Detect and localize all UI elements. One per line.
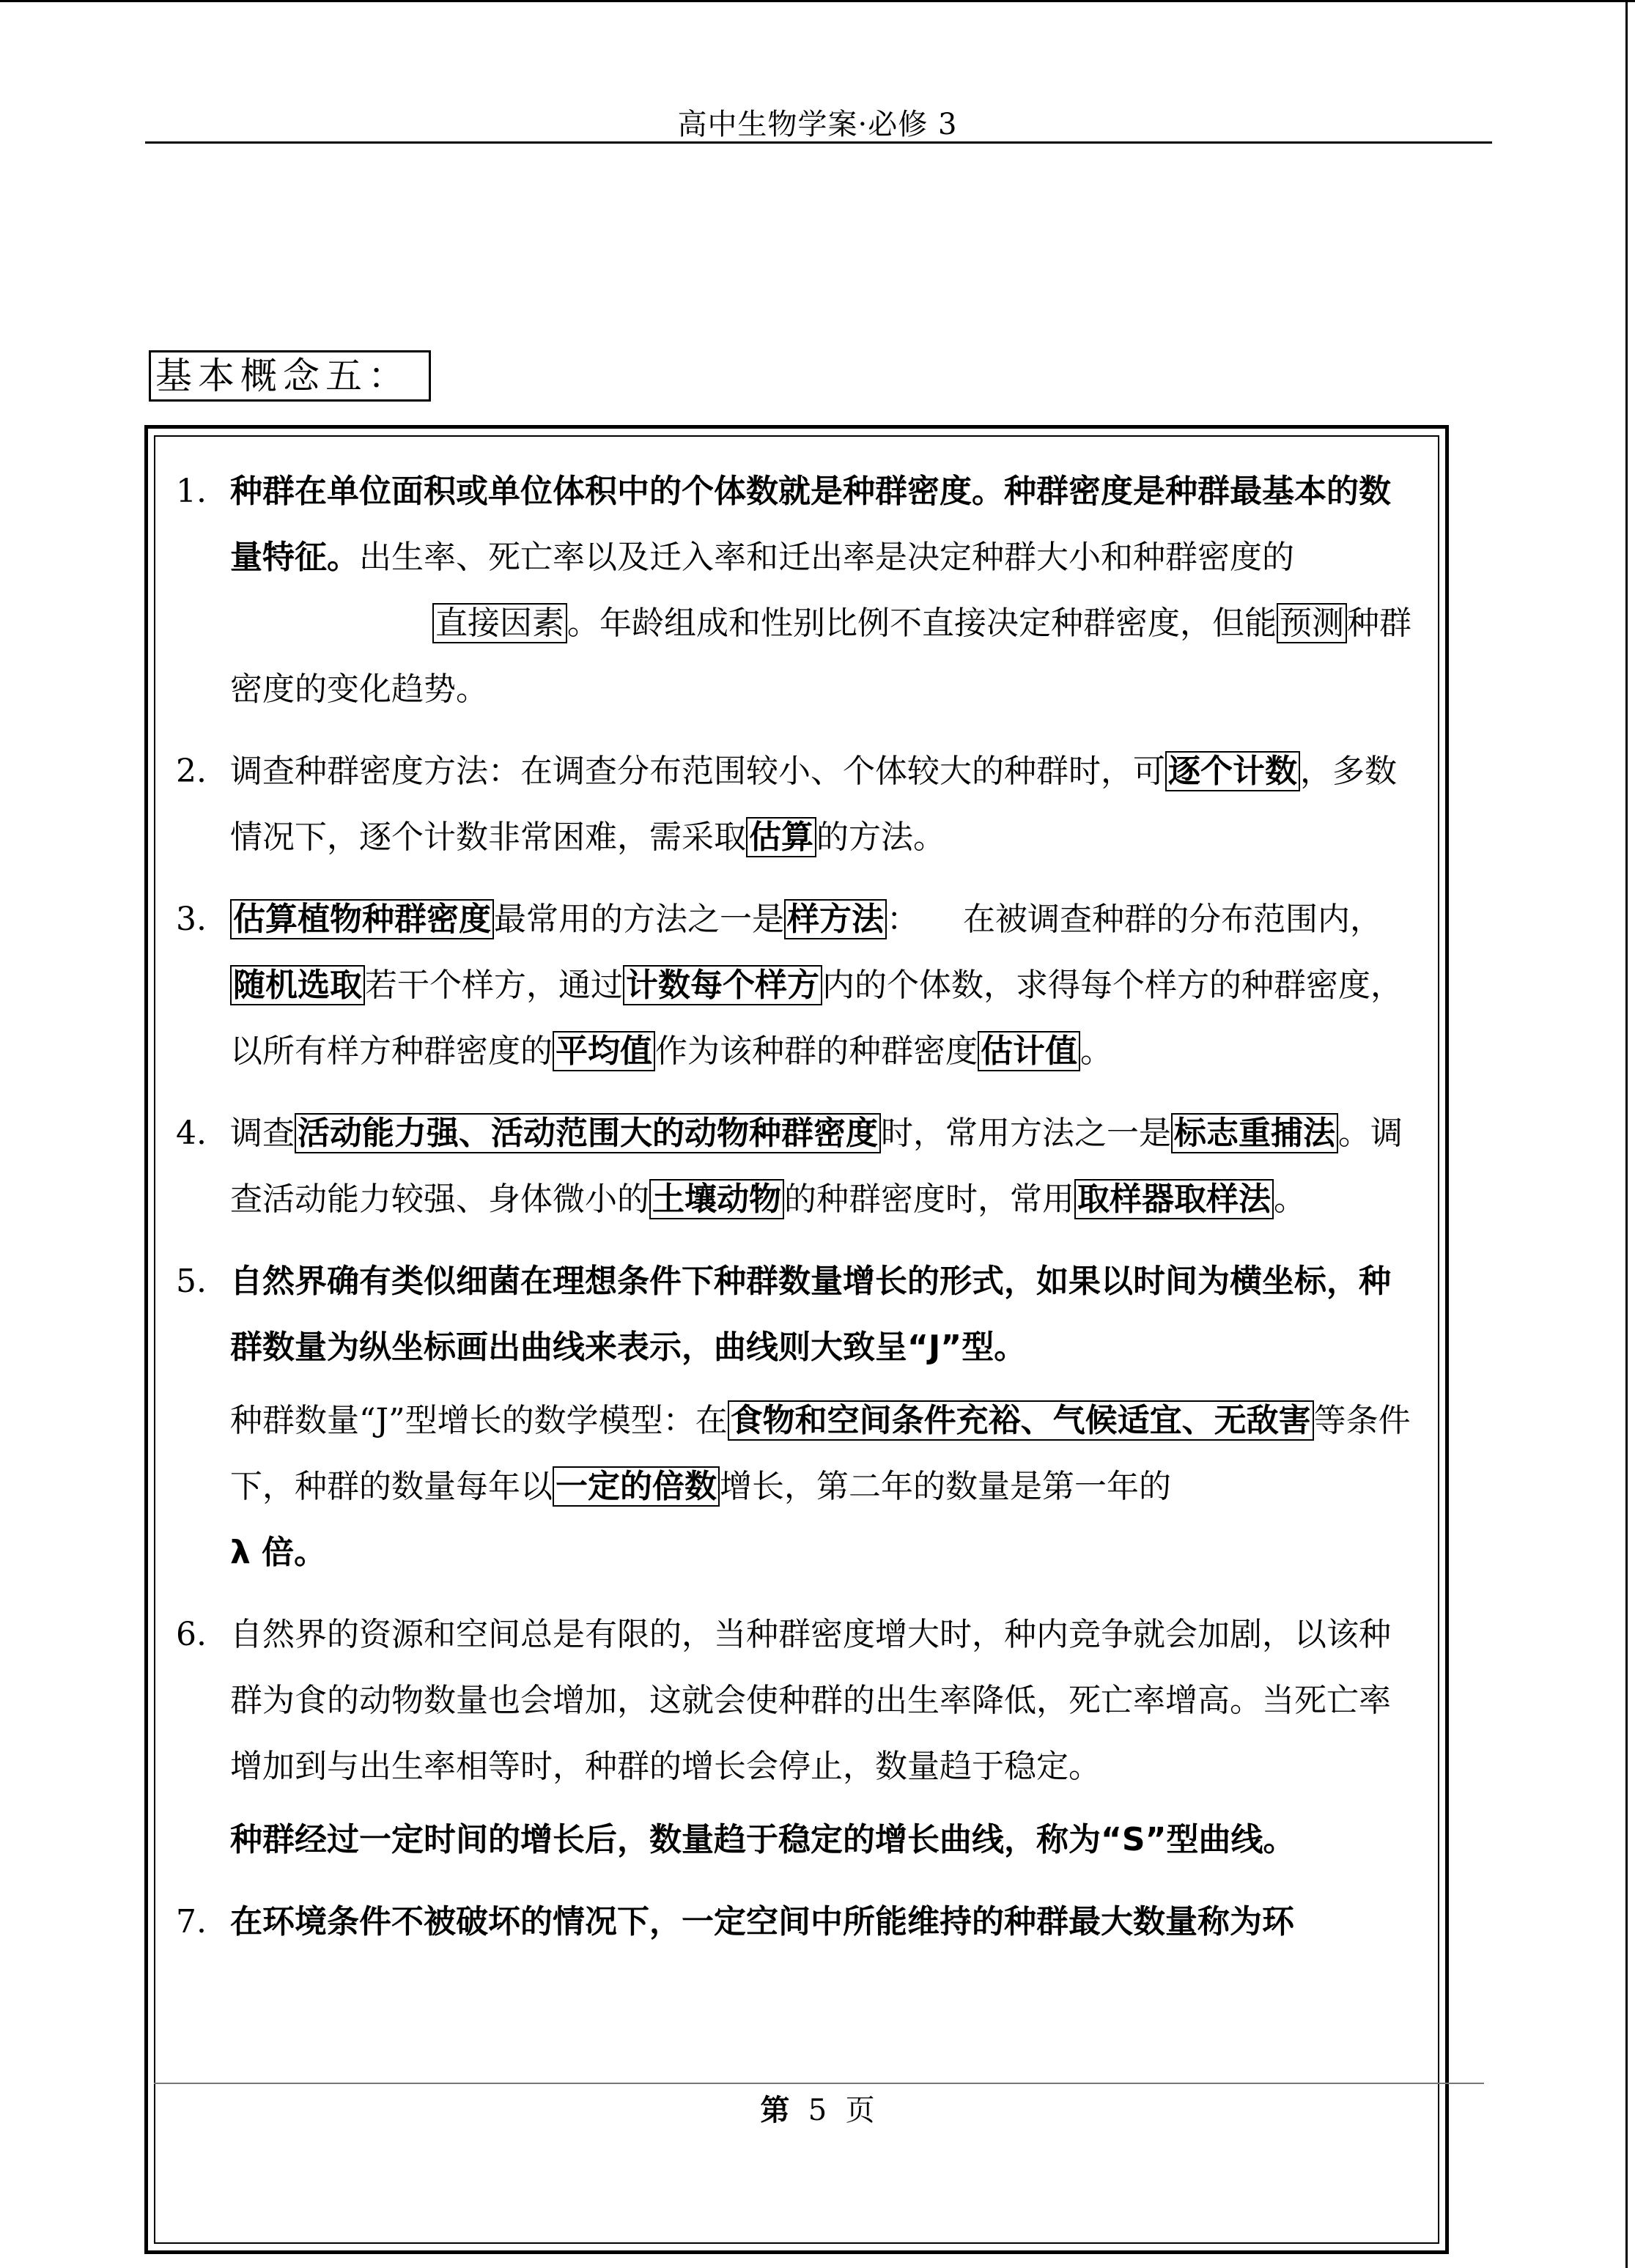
concept-list <box>176 459 1422 1971</box>
item-text: 种群经过一定时间的增长后，数量趋于稳定的增长曲线，称为“S”型曲线。 <box>230 1821 1296 1858</box>
item-text: 自然界的资源和空间总是有限的，当种群密度增大时，种内竞争就会加剧，以该种群为食的动物数量也会增加，这就会使种群的出生率降低，死亡率增高。当死亡率增加到与出生率相等时，种群的增长会停止，数量趋于稳定。 <box>230 1616 1391 1785</box>
footer-prefix: 第 <box>760 2094 790 2127</box>
boxed-keyword: 平均值 <box>553 1031 655 1071</box>
item-number: 1. <box>176 473 207 510</box>
item-text: 的种群密度时，常用 <box>784 1181 1074 1218</box>
boxed-keyword: 食物和空间条件充裕、气候适宜、无敌害 <box>728 1400 1314 1441</box>
list-item-6 <box>176 1602 1422 1800</box>
page-top-edge <box>0 0 1635 2</box>
list-item-1 <box>176 459 1422 723</box>
page-footer <box>0 2087 1635 2129</box>
boxed-keyword: 土壤动物 <box>649 1179 784 1219</box>
boxed-keyword: 随机选取 <box>230 965 365 1005</box>
item-text: 最常用的方法之一是 <box>494 901 784 938</box>
page-header-title: 高中生物学案·必修 3 <box>677 108 958 141</box>
item-text: 作为该种群的种群密度 <box>655 1033 978 1070</box>
list-item-7 <box>176 1889 1422 1955</box>
item-number: 6. <box>176 1616 207 1653</box>
item-number: 4. <box>176 1115 207 1152</box>
item-text: 自然界确有类似细菌在理想条件下种群数量增长的形式，如果以时间为横坐标，种群数量为纵坐标画出曲线来表示，曲线则大致呈“J”型。 <box>230 1263 1391 1366</box>
item-text: 增长，第二年的数量是第一年的 <box>720 1468 1171 1505</box>
boxed-keyword: 活动能力强、活动范围大的动物种群密度 <box>295 1113 881 1153</box>
item-text: 种群密度的变化趋势。 <box>230 605 1411 708</box>
item-text: λ 倍。 <box>230 1534 327 1571</box>
item-text: 种群在单位面积或单位体积中的个体数就是种群密度。种群密度是种群最基本的数量特征。 <box>230 473 1391 576</box>
item-text: 在环境条件不被破坏的情况下，一定空间中所能维持的种群最大数量称为环 <box>230 1903 1294 1940</box>
boxed-keyword: 样方法 <box>784 899 887 939</box>
item-text: 调查种群密度方法：在调查分布范围较小、个体较大的种群时，可 <box>230 753 1165 790</box>
boxed-keyword: 计数每个样方 <box>623 965 822 1005</box>
boxed-keyword: 估计值 <box>978 1031 1080 1071</box>
list-item-2 <box>176 739 1422 871</box>
item-number: 3. <box>176 901 207 938</box>
list-item-3 <box>176 887 1422 1085</box>
item-text: 种群数量“J”型增长的数学模型：在 <box>230 1402 728 1439</box>
boxed-keyword: 估算植物种群密度 <box>230 899 494 939</box>
item-text: 。 <box>1080 1033 1112 1070</box>
footer-suffix: 页 <box>845 2094 875 2127</box>
boxed-keyword: 逐个计数 <box>1165 751 1300 791</box>
boxed-keyword: 预测 <box>1277 603 1347 643</box>
item-number: 2. <box>176 753 207 790</box>
boxed-keyword: 一定的倍数 <box>553 1466 720 1507</box>
item-text: 若干个样方，通过 <box>365 967 623 1004</box>
item-text: 调查 <box>230 1115 295 1152</box>
list-item-4 <box>176 1101 1422 1233</box>
item-text: 。 <box>1274 1181 1306 1218</box>
page-number: 5 <box>808 2094 827 2127</box>
item-number: 7. <box>176 1903 207 1940</box>
item-text: 。年龄组成和性别比例不直接决定种群密度，但能 <box>567 605 1277 642</box>
item-5-paragraph <box>176 1388 1422 1586</box>
item-text: 时，常用方法之一是 <box>881 1115 1171 1152</box>
boxed-keyword: 取样器取样法 <box>1074 1179 1274 1219</box>
boxed-keyword: 标志重捕法 <box>1171 1113 1338 1153</box>
item-text: ，多数情况下，逐个计数非常困难，需采取 <box>230 753 1397 856</box>
item-text: ： <box>887 901 919 938</box>
header-rule <box>145 141 1492 144</box>
item-text: 在被调查种群的分布范围内， <box>963 901 1382 938</box>
item-text: 内的个体数，求得每个样方的种群密度，以所有样方种群密度的 <box>230 967 1403 1070</box>
item-6-paragraph <box>176 1807 1422 1873</box>
footer-rule <box>154 2083 1484 2084</box>
boxed-keyword: 估算 <box>746 817 816 857</box>
item-text: 等条件下，种群的数量每年以 <box>230 1402 1411 1505</box>
section-title: 基本概念五： <box>149 350 431 402</box>
list-item-5 <box>176 1249 1422 1381</box>
page-right-edge <box>1625 0 1628 2268</box>
item-number: 5. <box>176 1263 207 1300</box>
item-text: 。调查活动能力较强、身体微小的 <box>230 1115 1403 1218</box>
boxed-keyword: 直接因素 <box>432 603 567 643</box>
item-text: 出生率、死亡率以及迁入率和迁出率是决定种群大小和种群密度的 <box>359 539 1294 576</box>
item-text: 的方法。 <box>816 819 945 856</box>
